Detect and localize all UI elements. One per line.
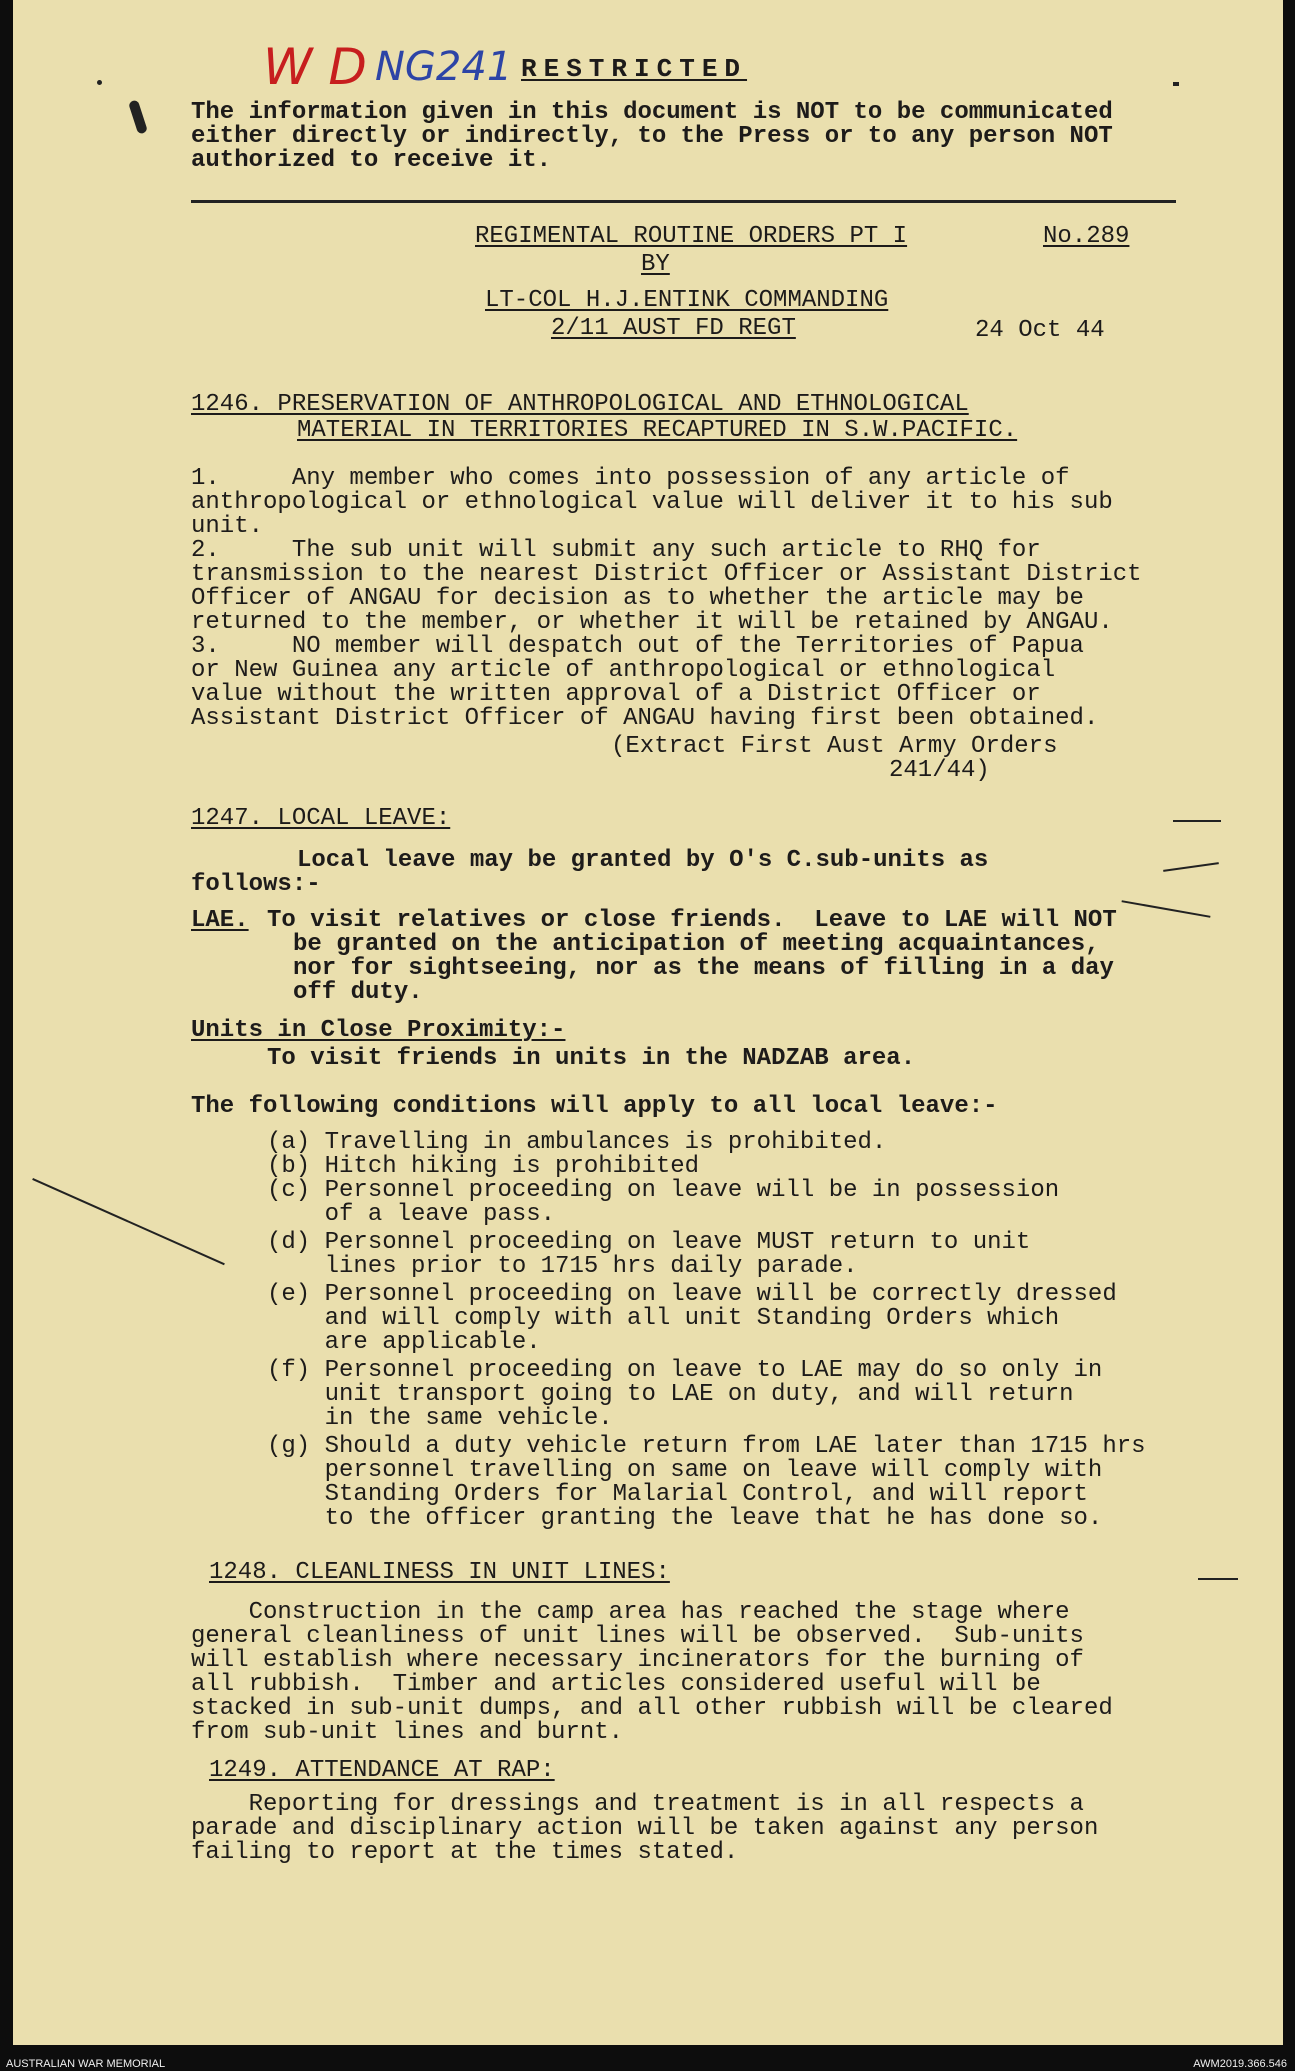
- condition-line: personnel travelling on same on leave will comply with: [267, 1457, 1103, 1484]
- section-heading: MATERIAL IN TERRITORIES RECAPTURED IN S.W.PACIFIC.: [297, 417, 1018, 444]
- condition-line: in the same vehicle.: [267, 1405, 613, 1432]
- condition-line: (c) Personnel proceeding on leave will be in possession: [267, 1177, 1060, 1204]
- condition-line: of a leave pass.: [267, 1201, 556, 1228]
- orders-number: No.289: [1043, 223, 1130, 250]
- condition-line: (b) Hitch hiking is prohibited: [267, 1153, 700, 1180]
- condition-line: and will comply with all unit Standing Orders which: [267, 1305, 1060, 1332]
- body-line: 1. Any member who comes into possession of any article of: [191, 465, 1070, 492]
- notice-line: authorized to receive it.: [191, 147, 552, 174]
- condition-line: (e) Personnel proceeding on leave will be correctly dressed: [267, 1281, 1117, 1308]
- body-line: parade and disciplinary action will be taken against any person: [191, 1815, 1099, 1842]
- orders-date: 24 Oct 44: [975, 317, 1105, 344]
- citation: (Extract First Aust Army Orders: [611, 733, 1058, 760]
- condition-line: (d) Personnel proceeding on leave MUST return to unit: [267, 1229, 1031, 1256]
- body-line: 2. The sub unit will submit any such article to RHQ for: [191, 537, 1041, 564]
- condition-line: lines prior to 1715 hrs daily parade.: [267, 1253, 858, 1280]
- body-line: nor for sightseeing, nor as the means of filling in a day: [293, 955, 1114, 982]
- body-line: value without the written approval of a District Officer or: [191, 681, 1041, 708]
- footer-left: AUSTRALIAN WAR MEMORIAL: [6, 2058, 166, 2070]
- body-line: Reporting for dressings and treatment is in all respects a: [191, 1791, 1084, 1818]
- orders-title: REGIMENTAL ROUTINE ORDERS PT I: [475, 223, 908, 250]
- commanding-officer: LT-COL H.J.ENTINK COMMANDING: [485, 287, 889, 314]
- subheading: Units in Close Proximity:-: [191, 1017, 566, 1044]
- footer-right: AWM2019.366.546: [1193, 2058, 1287, 2070]
- conditions-heading: The following conditions will apply to all local leave:-: [191, 1093, 998, 1120]
- body-line: failing to report at the times stated.: [191, 1839, 739, 1866]
- ink-dot: [97, 80, 102, 85]
- body-line: general cleanliness of unit lines will be observed. Sub-units: [191, 1623, 1084, 1650]
- ink-mark: [128, 99, 148, 134]
- condition-line: (f) Personnel proceeding on leave to LAE may do so only in: [267, 1357, 1103, 1384]
- body-line: unit.: [191, 513, 264, 540]
- pen-stroke: [1163, 862, 1219, 872]
- section-heading: 1248. CLEANLINESS IN UNIT LINES:: [209, 1559, 670, 1586]
- pen-stroke: [1173, 820, 1221, 822]
- body-line: Construction in the camp area has reached the stage where: [191, 1599, 1070, 1626]
- body-line: Officer of ANGAU for decision as to whether the article may be: [191, 585, 1084, 612]
- section-heading: 1246. PRESERVATION OF ANTHROPOLOGICAL AND ETHNOLOGICAL: [191, 391, 969, 418]
- body-line: or New Guinea any article of anthropological or ethnological: [191, 657, 1056, 684]
- body-line: Local leave may be granted by O's C.sub-units as: [297, 847, 989, 874]
- body-line: To visit friends in units in the NADZAB area.: [267, 1045, 916, 1072]
- body-line: Assistant District Officer of ANGAU having first been obtained.: [191, 705, 1099, 732]
- document-page: [13, 0, 1283, 2045]
- red-handwritten-annotation: W D: [263, 38, 367, 96]
- blue-handwritten-annotation: NG241: [375, 44, 513, 90]
- body-line: from sub-unit lines and burnt.: [191, 1719, 624, 1746]
- body-line: anthropological or ethnological value will deliver it to his sub: [191, 489, 1113, 516]
- body-line: 3. NO member will despatch out of the Territories of Papua: [191, 633, 1084, 660]
- lae-label: LAE.: [191, 907, 249, 934]
- section-heading: 1249. ATTENDANCE AT RAP:: [209, 1757, 555, 1784]
- condition-line: are applicable.: [267, 1329, 541, 1356]
- body-line: To visit relatives or close friends. Leave to LAE will NOT: [267, 907, 1117, 934]
- condition-line: (g) Should a duty vehicle return from LAE later than 1715 hrs: [267, 1433, 1146, 1460]
- condition-line: (a) Travelling in ambulances is prohibited.: [267, 1129, 887, 1156]
- body-line: will establish where necessary incinerators for the burning of: [191, 1647, 1084, 1674]
- regiment-name: 2/11 AUST FD REGT: [551, 315, 796, 342]
- body-line: returned to the member, or whether it will be retained by ANGAU.: [191, 609, 1113, 636]
- notice-line: either directly or indirectly, to the Press or to any person NOT: [191, 123, 1113, 150]
- section-heading: 1247. LOCAL LEAVE:: [191, 805, 451, 832]
- orders-by: BY: [641, 251, 670, 278]
- body-line: stacked in sub-unit dumps, and all other rubbish will be cleared: [191, 1695, 1113, 1722]
- citation: 241/44): [889, 757, 990, 784]
- restricted-heading: RESTRICTED: [521, 54, 748, 84]
- body-line: follows:-: [191, 871, 321, 898]
- pen-stroke: [1122, 900, 1211, 918]
- body-line: be granted on the anticipation of meeting acquaintances,: [293, 931, 1100, 958]
- body-line: all rubbish. Timber and articles considered useful will be: [191, 1671, 1041, 1698]
- condition-line: unit transport going to LAE on duty, and will return: [267, 1381, 1074, 1408]
- pen-stroke: [1198, 1578, 1238, 1580]
- condition-line: Standing Orders for Malarial Control, and will report: [267, 1481, 1088, 1508]
- condition-line: to the officer granting the leave that he has done so.: [267, 1505, 1103, 1532]
- body-line: off duty.: [293, 979, 423, 1006]
- ink-dot: [1173, 82, 1179, 86]
- notice-line: The information given in this document is NOT to be communicated: [191, 99, 1113, 126]
- body-line: transmission to the nearest District Officer or Assistant District: [191, 561, 1142, 588]
- header-divider: [191, 200, 1176, 203]
- pen-stroke: [32, 1178, 225, 1265]
